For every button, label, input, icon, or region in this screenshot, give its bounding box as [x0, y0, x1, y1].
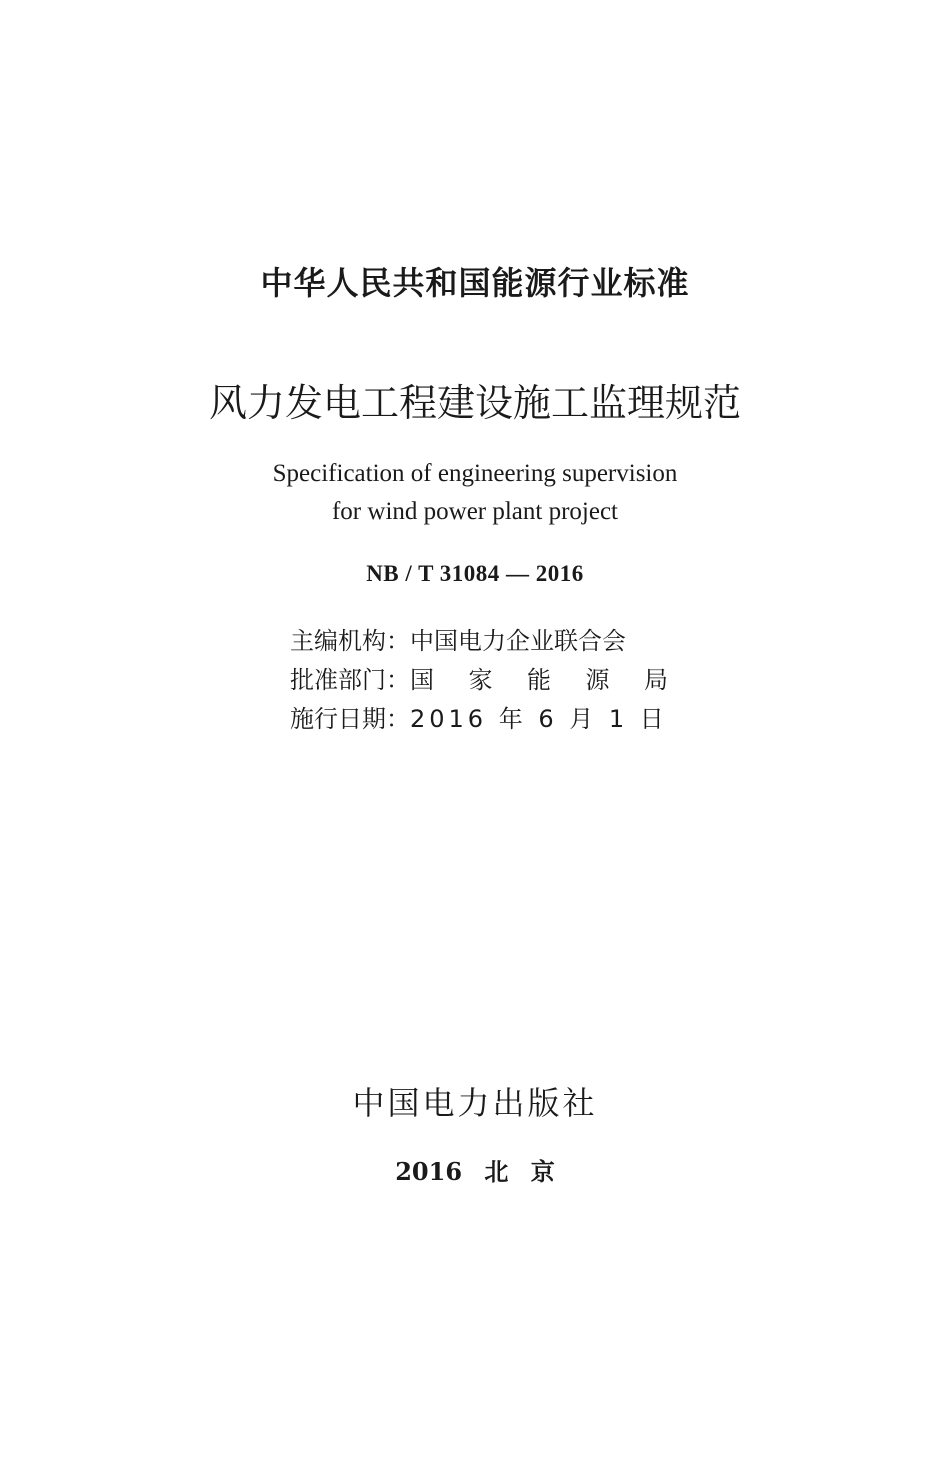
effective-date-row: [290, 700, 680, 739]
publisher-name: 中国电力出版社: [352, 1084, 598, 1122]
editor-value: 中国电力企业联合会: [410, 627, 626, 655]
title-english-line-2: for wind power plant project: [331, 498, 619, 525]
effective-date-value: 2016 年 6 月 1 日: [410, 705, 668, 733]
publication-year-place: 2016 北 京: [395, 1157, 555, 1186]
approver-row: [290, 661, 680, 700]
approver-char: 家: [468, 666, 493, 694]
issue-info-block: [290, 622, 680, 739]
standard-code: NB / T 31084 — 2016: [366, 561, 584, 586]
approver-value: [410, 661, 680, 700]
approver-char: 国: [410, 666, 434, 694]
approver-char: 能: [527, 666, 551, 694]
effective-date-label: 施行日期：: [290, 705, 410, 733]
standard-category: 中华人民共和国能源行业标准: [260, 264, 690, 302]
document-title-english: [0, 455, 950, 531]
approver-char: 局: [644, 666, 668, 694]
title-english-line-1: Specification of engineering supervision: [272, 460, 678, 487]
document-title-chinese: 风力发电工程建设施工监理规范: [208, 381, 741, 425]
approver-label: 批准部门：: [290, 666, 410, 694]
editor-row: [290, 622, 680, 661]
editor-label: 主编机构：: [290, 627, 410, 655]
approver-char: 源: [585, 666, 610, 694]
